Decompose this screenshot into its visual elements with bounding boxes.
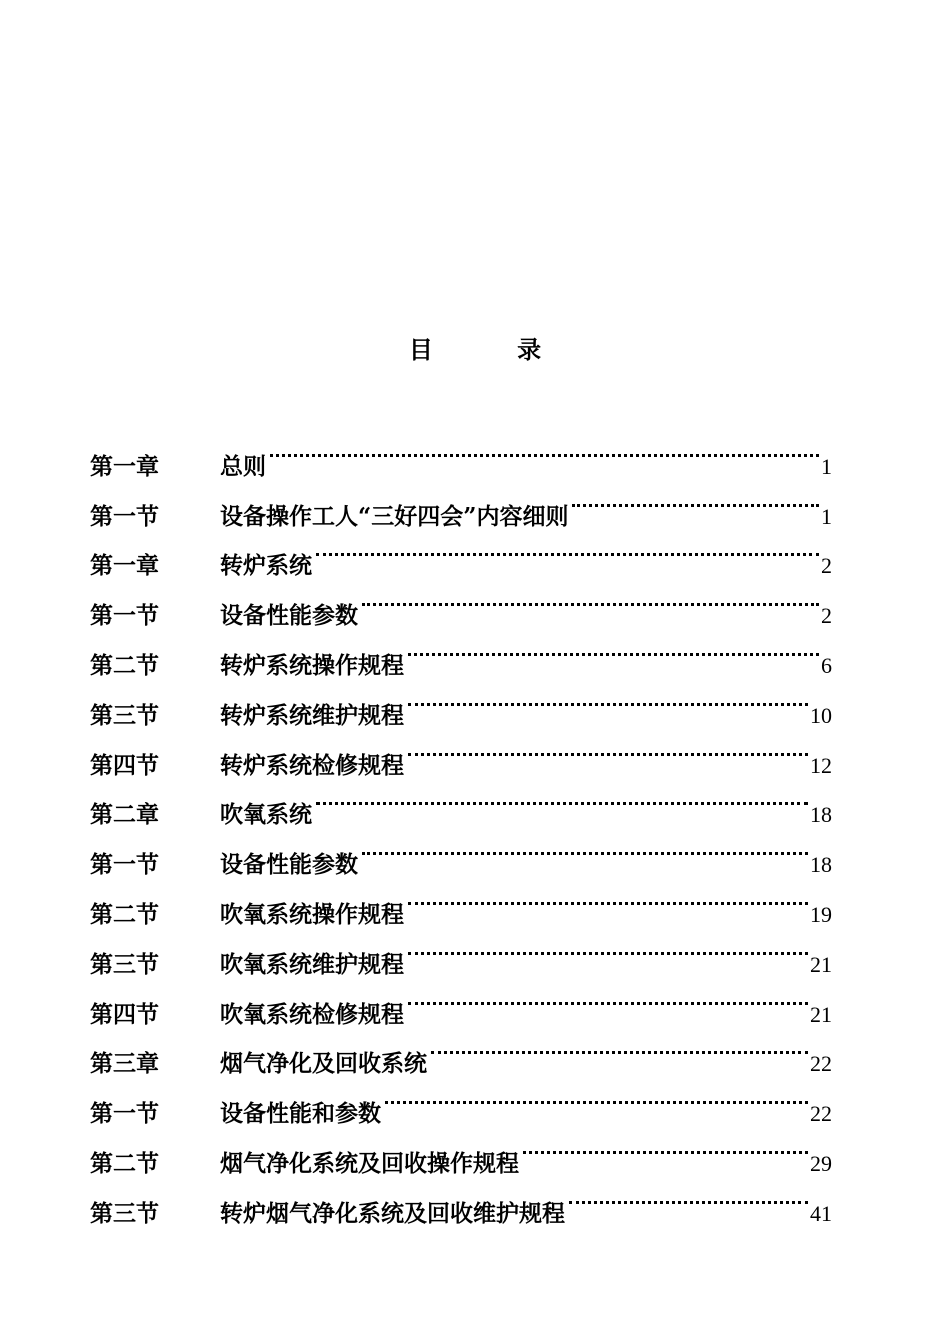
toc-entry-title: 总则 xyxy=(220,452,266,480)
toc-entry-label: 第四节 xyxy=(90,751,159,779)
toc-entry-title: 设备操作工人“三好四会”内容细则 xyxy=(220,502,569,530)
toc-leader-dots xyxy=(408,723,808,773)
toc-leader-dots xyxy=(523,1121,808,1171)
toc-entry-label: 第一节 xyxy=(90,602,159,630)
toc-entry-page: 18 xyxy=(810,802,832,828)
toc-entry-title: 吹氧系统检修规程 xyxy=(220,1000,404,1028)
toc-entry-page: 18 xyxy=(810,852,832,878)
toc-entry-page: 22 xyxy=(810,1051,832,1077)
toc-entry-label: 第一章 xyxy=(90,552,159,580)
toc-entry-title: 吹氧系统操作规程 xyxy=(220,900,404,928)
toc-entry-label: 第一章 xyxy=(90,452,159,480)
toc-entry-page: 21 xyxy=(810,951,832,977)
toc-list xyxy=(90,424,832,1227)
toc-entry-page: 41 xyxy=(810,1200,832,1226)
toc-entry-title: 转炉系统操作规程 xyxy=(220,651,404,679)
toc-entry-title: 烟气净化及回收系统 xyxy=(220,1050,427,1078)
toc-entry-page: 10 xyxy=(810,702,832,728)
toc-leader-dots xyxy=(316,524,819,574)
toc-entry-label: 第三节 xyxy=(90,1199,159,1227)
toc-entry-title: 烟气净化系统及回收操作规程 xyxy=(220,1149,519,1177)
toc-entry-title: 转炉系统 xyxy=(220,552,312,580)
toc-entry-title: 设备性能参数 xyxy=(220,851,358,879)
toc-entry-label: 第二节 xyxy=(90,1149,159,1177)
toc-leader-dots xyxy=(362,573,819,623)
toc-entry-page: 6 xyxy=(821,652,832,678)
toc-entry-page: 1 xyxy=(821,503,832,529)
toc-entry-page: 12 xyxy=(810,752,832,778)
toc-leader-dots xyxy=(408,673,808,723)
toc-entry-page: 22 xyxy=(810,1101,832,1127)
toc-entry-page: 29 xyxy=(810,1150,832,1176)
toc-title: 目 录 xyxy=(408,335,580,364)
toc-leader-dots xyxy=(385,1071,808,1121)
toc-entry-title: 转炉烟气净化系统及回收维护规程 xyxy=(220,1199,565,1227)
toc-leader-dots xyxy=(316,773,808,823)
toc-leader-dots xyxy=(431,1022,808,1072)
toc-entry-page: 2 xyxy=(821,603,832,629)
toc-entry-label: 第三节 xyxy=(90,701,159,729)
toc-entry-title: 吹氧系统 xyxy=(220,801,312,829)
toc-leader-dots xyxy=(572,474,819,524)
toc-entry-label: 第一节 xyxy=(90,502,159,530)
toc-entry-label: 第一节 xyxy=(90,1100,159,1128)
toc-entry-page: 2 xyxy=(821,553,832,579)
toc-entry[interactable] xyxy=(90,424,832,480)
toc-leader-dots xyxy=(408,922,808,972)
toc-entry-label: 第二节 xyxy=(90,900,159,928)
toc-entry-page: 19 xyxy=(810,901,832,927)
toc-entry-title: 设备性能参数 xyxy=(220,602,358,630)
toc-entry-page: 1 xyxy=(821,453,832,479)
toc-leader-dots xyxy=(270,424,819,474)
toc-entry-label: 第二节 xyxy=(90,651,159,679)
toc-entry-title: 设备性能和参数 xyxy=(220,1100,381,1128)
toc-entry-label: 第三章 xyxy=(90,1050,159,1078)
toc-entry-title: 转炉系统检修规程 xyxy=(220,751,404,779)
toc-leader-dots xyxy=(408,623,819,673)
toc-leader-dots xyxy=(408,972,808,1022)
toc-entry-title: 吹氧系统维护规程 xyxy=(220,950,404,978)
toc-entry-label: 第二章 xyxy=(90,801,159,829)
toc-entry-label: 第三节 xyxy=(90,950,159,978)
toc-entry-page: 21 xyxy=(810,1001,832,1027)
toc-entry-label: 第一节 xyxy=(90,851,159,879)
toc-leader-dots xyxy=(569,1171,808,1221)
toc-leader-dots xyxy=(408,872,808,922)
toc-leader-dots xyxy=(362,822,808,872)
toc-entry-label: 第四节 xyxy=(90,1000,159,1028)
toc-entry-title: 转炉系统维护规程 xyxy=(220,701,404,729)
